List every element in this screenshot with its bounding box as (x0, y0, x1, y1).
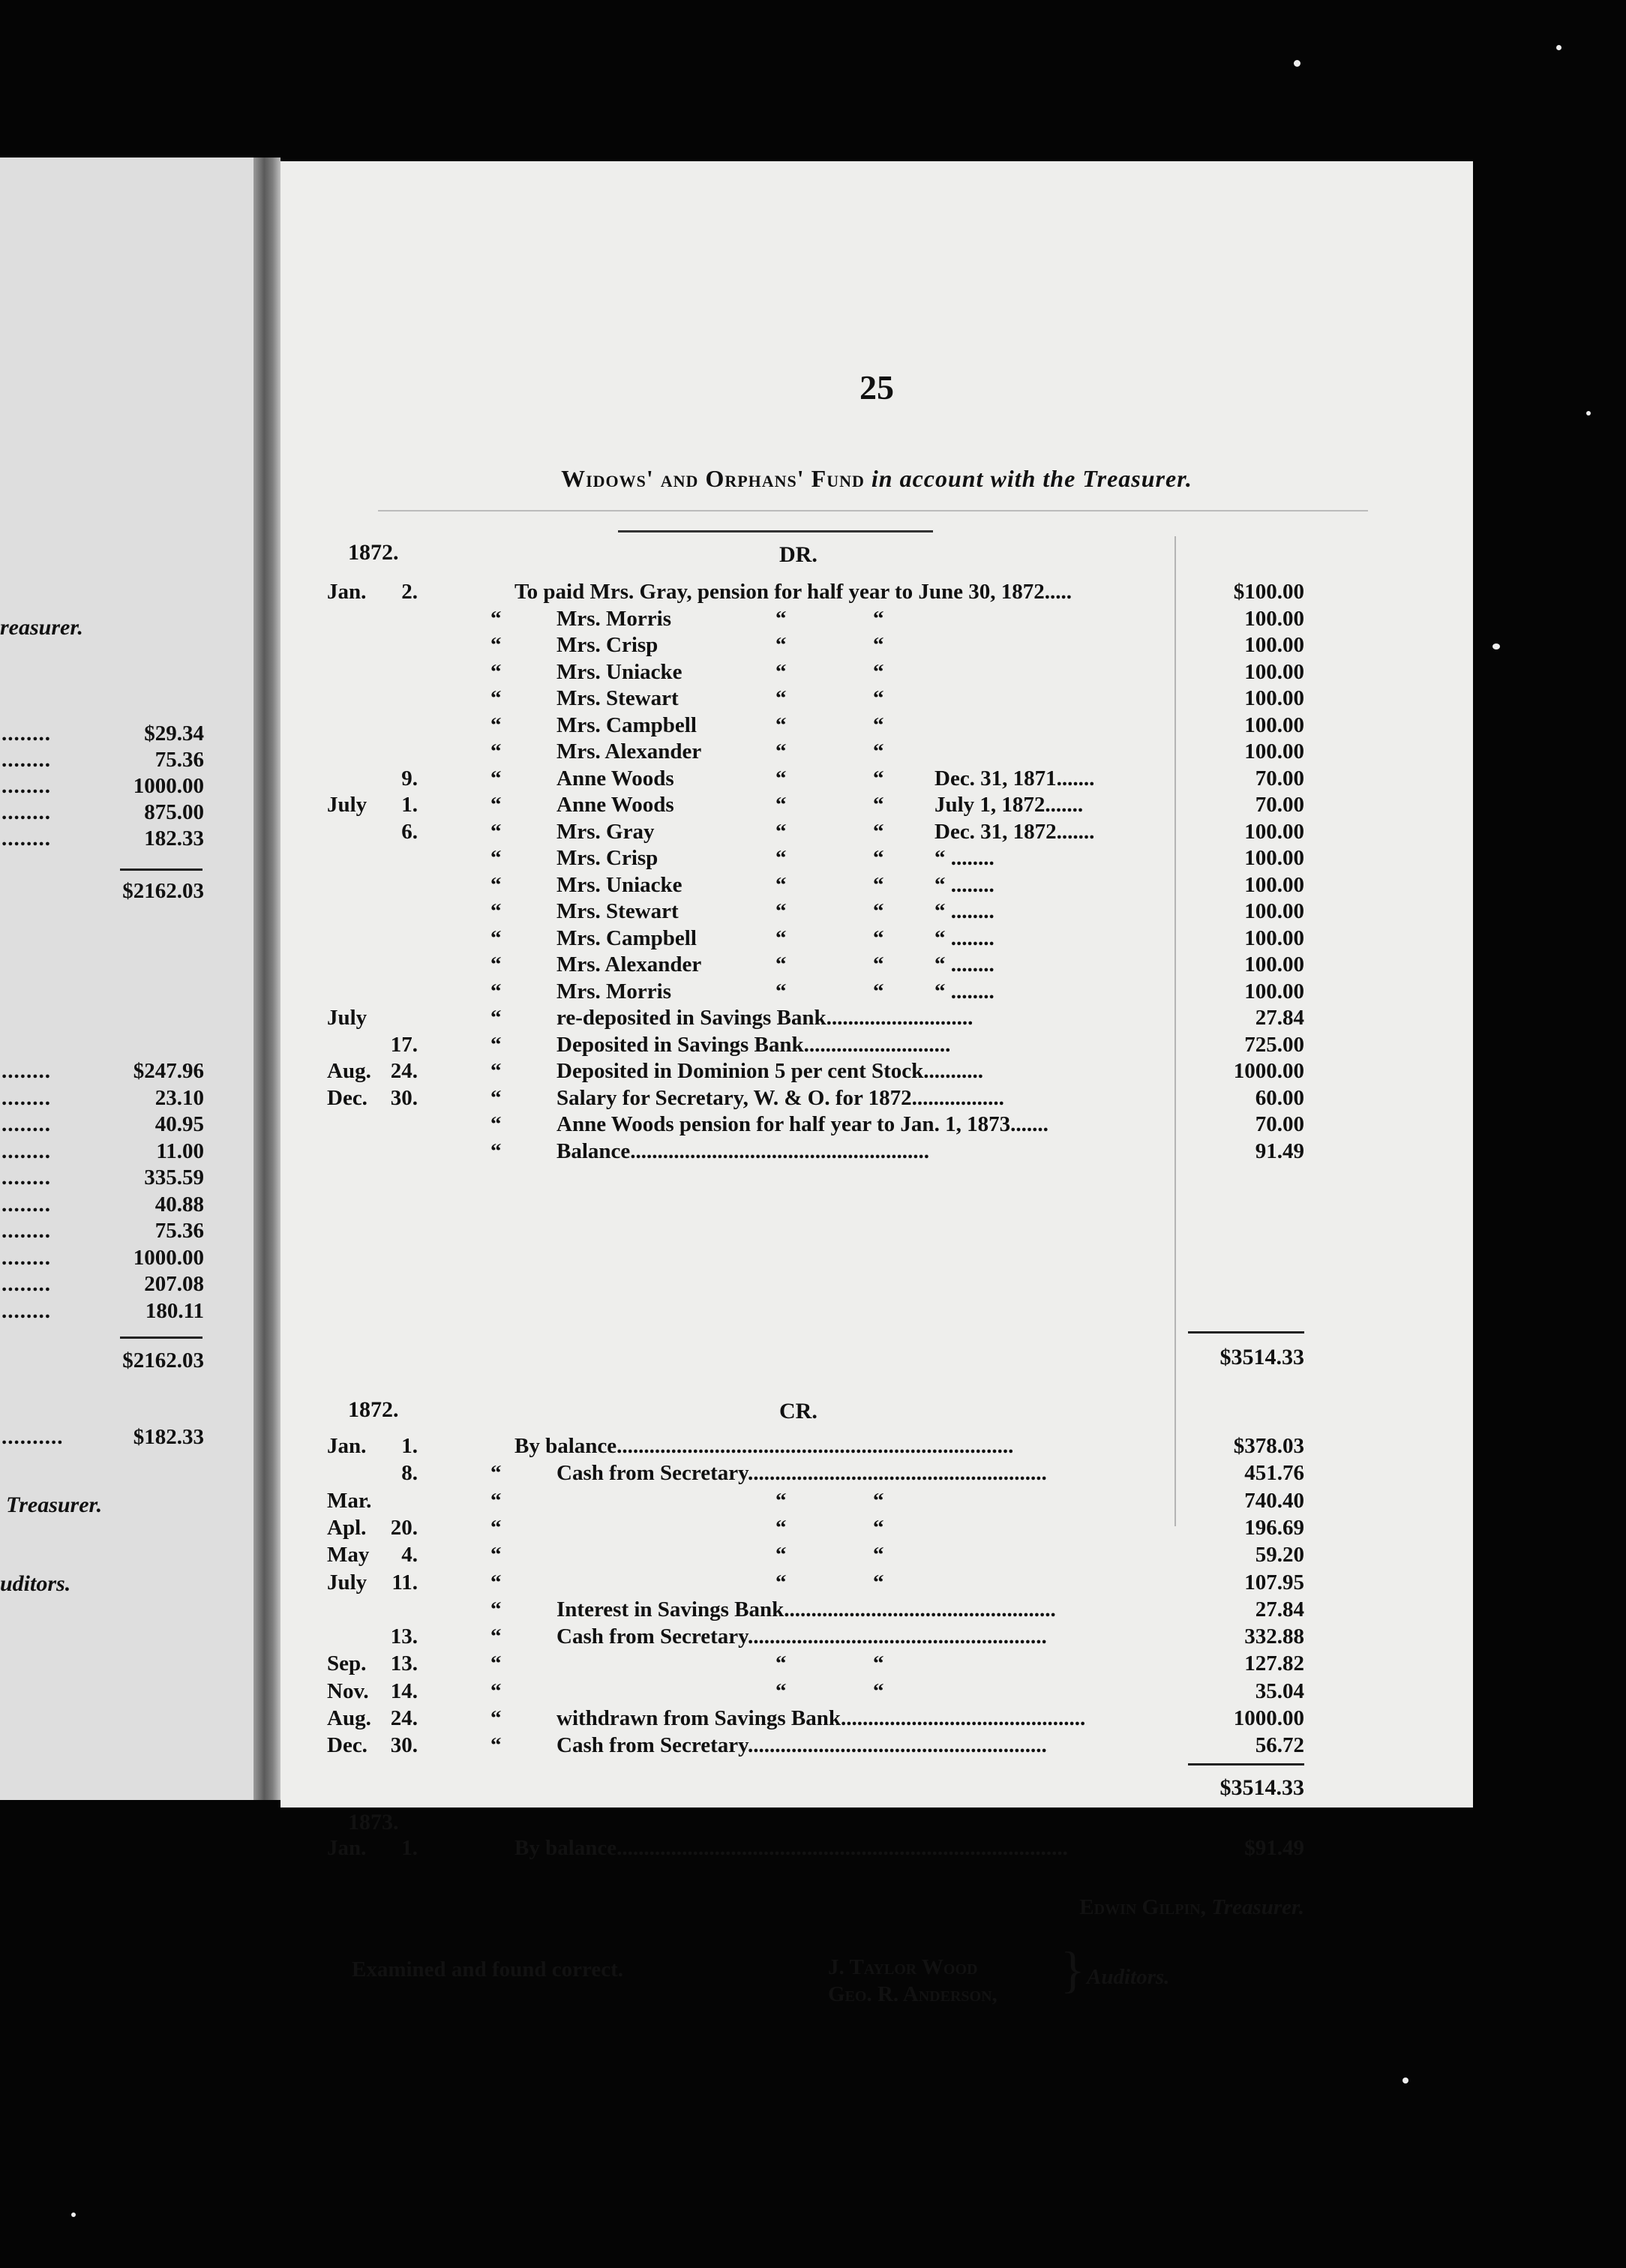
debit-amount: 70.00 (1255, 766, 1304, 790)
credit-month: Jan. (327, 1434, 367, 1458)
debit-row (280, 980, 1473, 1005)
debit-ditto-2: “ (873, 846, 884, 870)
credit-row (280, 1570, 1473, 1596)
debit-name: re-deposited in Savings Bank........................... (556, 1006, 974, 1030)
credit-ditto-2: “ (873, 1488, 884, 1513)
debit-date-note: Dec. 31, 1872....... (934, 819, 1095, 844)
debit-amount: 27.84 (1255, 1006, 1304, 1030)
credit-ditto-1: “ (776, 1570, 787, 1594)
left-total-1: $2162.03 (122, 879, 204, 903)
left-dots: ........ (2, 1219, 51, 1243)
left-dots: ........ (2, 826, 51, 850)
credit-day: 8. (401, 1461, 418, 1486)
credit-row (280, 1679, 1473, 1705)
debit-amount: 100.00 (1244, 633, 1304, 657)
left-amount: 40.95 (154, 1112, 204, 1136)
debit-row (280, 952, 1473, 978)
debit-ditto-mark: “ (490, 952, 502, 976)
credit-ditto-mark: “ (490, 1570, 502, 1594)
credit-day: 1. (401, 1434, 418, 1458)
auditor-name-2: Geo. R. Anderson, (828, 1982, 998, 2006)
left-page (0, 158, 254, 1800)
credit-ditto-mark: “ (490, 1461, 502, 1486)
debit-ditto-mark: “ (490, 899, 502, 923)
credit-row (280, 1489, 1473, 1514)
debit-name: Deposited in Savings Bank........................... (556, 1032, 951, 1057)
treasurer-name: Edwin Gilpin, (1079, 1895, 1206, 1919)
closing-amount: $91.49 (1244, 1836, 1304, 1860)
credit-name: Cash from Secretary....................................................... (556, 1461, 1047, 1486)
auditors-label: Auditors. (1087, 1965, 1170, 1989)
debit-amount: 60.00 (1255, 1085, 1304, 1110)
debit-row (280, 1006, 1473, 1031)
left-dots: ........ (2, 722, 51, 746)
credit-amount: 35.04 (1255, 1678, 1304, 1703)
left-dots: ........ (2, 1085, 51, 1110)
credit-day: 24. (390, 1706, 418, 1730)
credit-row (280, 1706, 1473, 1732)
left-amount: 11.00 (156, 1138, 204, 1163)
debit-name: Mrs. Morris (556, 606, 671, 631)
debit-name: Anne Woods pension for half year to Jan. 1, 1873....... (556, 1112, 1048, 1136)
debit-row (280, 607, 1473, 632)
debit-ditto-mark: “ (490, 766, 502, 790)
debit-amount: 100.00 (1244, 659, 1304, 684)
debit-ditto-mark: “ (490, 819, 502, 844)
left-amount: 40.88 (154, 1192, 204, 1216)
dust-speck (1492, 644, 1500, 650)
debit-name: Deposited in Dominion 5 per cent Stock........... (556, 1059, 984, 1083)
debit-amount: 70.00 (1255, 793, 1304, 817)
debit-ditto-2: “ (873, 712, 884, 737)
examined-statement: Examined and found correct. (352, 1958, 623, 1982)
debit-ditto-2: “ (873, 899, 884, 923)
credit-amount: 59.20 (1255, 1543, 1304, 1568)
debit-amount: 100.00 (1244, 606, 1304, 631)
left-amount: 180.11 (145, 1298, 204, 1323)
left-dots: ........ (2, 774, 51, 798)
debit-sum-rule (1188, 1331, 1304, 1334)
dust-speck (1294, 60, 1300, 67)
left-total-2: $2162.03 (122, 1348, 204, 1372)
credit-month: July (327, 1570, 368, 1594)
debit-amount: $100.00 (1233, 580, 1304, 604)
left-sum-rule-2 (120, 1336, 202, 1339)
credit-total: $3514.33 (1220, 1775, 1304, 1800)
credit-ditto-1: “ (776, 1488, 787, 1513)
closing-row (280, 1836, 1473, 1862)
debit-day: 30. (390, 1085, 418, 1110)
credit-row (280, 1461, 1473, 1486)
credit-day: 20. (390, 1515, 418, 1540)
debit-total: $3514.33 (1220, 1345, 1304, 1370)
credit-day: 30. (390, 1733, 418, 1758)
dust-speck (1556, 45, 1562, 50)
treasurer-signature (1079, 1895, 1304, 1920)
debit-amount: 100.00 (1244, 899, 1304, 923)
debit-row (280, 1086, 1473, 1112)
credit-name: withdrawn from Savings Bank............................................. (556, 1706, 1086, 1730)
debit-name: Mrs. Stewart (556, 899, 679, 923)
credit-ditto-1: “ (776, 1678, 787, 1703)
credit-sum-rule (1188, 1763, 1304, 1766)
left-dots: ........ (2, 1298, 51, 1323)
debit-row (280, 1139, 1473, 1165)
credit-amount: 451.76 (1244, 1461, 1304, 1486)
title-rule (618, 530, 933, 532)
credit-row (280, 1598, 1473, 1623)
debit-ditto-1: “ (776, 793, 787, 817)
debit-amount: 100.00 (1244, 926, 1304, 950)
debit-name: Mrs. Campbell (556, 712, 697, 737)
debit-row (280, 820, 1473, 845)
debit-ditto-mark: “ (490, 926, 502, 950)
debit-ditto-1: “ (776, 952, 787, 976)
credit-row (280, 1516, 1473, 1541)
left-amount: 875.00 (144, 800, 204, 824)
credit-month: Mar. (327, 1488, 372, 1513)
debit-name: Mrs. Campbell (556, 926, 697, 950)
debit-row (280, 660, 1473, 686)
treasurer-title: Treasurer. (1211, 1895, 1304, 1919)
debit-name: Mrs. Alexander (556, 952, 702, 976)
debit-row (280, 633, 1473, 658)
debit-day: 2. (401, 580, 418, 604)
debit-row (280, 846, 1473, 872)
debit-header: DR. (779, 542, 818, 567)
credit-amount: 56.72 (1255, 1733, 1304, 1758)
debit-name: Mrs. Morris (556, 979, 671, 1004)
debit-ditto-2: “ (873, 952, 884, 976)
debit-ditto-1: “ (776, 686, 787, 710)
debit-ditto-1: “ (776, 740, 787, 764)
debit-name: Mrs. Crisp (556, 633, 658, 657)
credit-amount: 127.82 (1244, 1652, 1304, 1676)
credit-ditto-1: “ (776, 1543, 787, 1568)
debit-ditto-mark: “ (490, 1059, 502, 1083)
debit-ditto-2: “ (873, 686, 884, 710)
debit-ditto-1: “ (776, 872, 787, 897)
debit-amount: 91.49 (1255, 1138, 1304, 1163)
credit-ditto-1: “ (776, 1515, 787, 1540)
credit-ditto-2: “ (873, 1652, 884, 1676)
credit-ditto-2: “ (873, 1515, 884, 1540)
debit-name: Mrs. Uniacke (556, 659, 682, 684)
auditor-name-1: J. Taylor Wood (828, 1955, 978, 1979)
page-number: 25 (860, 368, 894, 406)
debit-amount: 725.00 (1244, 1032, 1304, 1057)
debit-amount: 70.00 (1255, 1112, 1304, 1136)
credit-day: 13. (390, 1652, 418, 1676)
credit-year: 1872. (348, 1397, 399, 1422)
credit-ditto-mark: “ (490, 1652, 502, 1676)
debit-ditto-mark: “ (490, 712, 502, 737)
debit-name: Mrs. Alexander (556, 740, 702, 764)
debit-row (280, 899, 1473, 925)
debit-row (280, 793, 1473, 818)
credit-day: 11. (392, 1570, 418, 1594)
debit-ditto-mark: “ (490, 606, 502, 631)
debit-row (280, 873, 1473, 898)
credit-month: Aug. (327, 1706, 371, 1730)
debit-amount: 100.00 (1244, 819, 1304, 844)
left-balance: $182.33 (133, 1425, 204, 1449)
debit-ditto-mark: “ (490, 846, 502, 870)
credit-day: 4. (401, 1543, 418, 1568)
left-amount: $29.34 (144, 722, 204, 746)
debit-row (280, 580, 1473, 605)
debit-name: Salary for Secretary, W. & O. for 1872................. (556, 1085, 1004, 1110)
credit-day: 14. (390, 1678, 418, 1703)
debit-month: Jan. (327, 580, 367, 604)
credit-ditto-mark: “ (490, 1678, 502, 1703)
debit-amount: 100.00 (1244, 686, 1304, 710)
faint-rule (378, 510, 1368, 512)
debit-ditto-mark: “ (490, 740, 502, 764)
debit-date-note: “ ........ (934, 899, 994, 923)
debit-name: Anne Woods (556, 793, 674, 817)
credit-ditto-2: “ (873, 1678, 884, 1703)
credit-name: Cash from Secretary....................................................... (556, 1733, 1047, 1758)
credit-ditto-mark: “ (490, 1515, 502, 1540)
debit-ditto-2: “ (873, 766, 884, 790)
closing-month: Jan. (327, 1836, 367, 1860)
debit-date-note: Dec. 31, 1871....... (934, 766, 1095, 790)
credit-ditto-mark: “ (490, 1543, 502, 1568)
left-dots: ........ (2, 1112, 51, 1136)
debit-ditto-2: “ (873, 979, 884, 1004)
left-auditors-fragment: uditors. (0, 1571, 71, 1596)
debit-ditto-mark: “ (490, 793, 502, 817)
debit-ditto-1: “ (776, 846, 787, 870)
debit-ditto-2: “ (873, 606, 884, 631)
right-page (280, 161, 1473, 2006)
left-amount: 23.10 (154, 1085, 204, 1110)
credit-row (280, 1624, 1473, 1650)
closing-day: 1. (401, 1836, 418, 1860)
left-balance-dots: .......... (2, 1425, 64, 1449)
debit-row (280, 766, 1473, 792)
debit-amount: 100.00 (1244, 979, 1304, 1004)
credit-month: Nov. (327, 1678, 369, 1703)
debit-amount: 100.00 (1244, 712, 1304, 737)
debit-day: 6. (401, 819, 418, 844)
debit-ditto-1: “ (776, 819, 787, 844)
credit-ditto-mark: “ (490, 1733, 502, 1758)
credit-name: Cash from Secretary....................................................... (556, 1624, 1047, 1649)
credit-amount: 1000.00 (1233, 1706, 1304, 1730)
title-fund-name: Widows' and Orphans' Fund (561, 465, 865, 492)
debit-ditto-1: “ (776, 926, 787, 950)
left-amount: 335.59 (144, 1166, 204, 1190)
left-treasurer-fragment: Treasurer. (6, 1492, 103, 1517)
credit-month: Apl. (327, 1515, 367, 1540)
debit-ditto-2: “ (873, 793, 884, 817)
left-amount: $247.96 (133, 1059, 204, 1083)
left-dots: ........ (2, 1059, 51, 1083)
left-amount: 75.36 (154, 1219, 204, 1243)
debit-name: Mrs. Stewart (556, 686, 679, 710)
debit-month: July (327, 1006, 368, 1030)
credit-ditto-2: “ (873, 1570, 884, 1594)
debit-ditto-mark: “ (490, 1138, 502, 1163)
credit-description: By balance......................................................................... (514, 1434, 1014, 1458)
left-dots: ........ (2, 1245, 51, 1270)
debit-ditto-mark: “ (490, 979, 502, 1004)
debit-date-note: “ ........ (934, 926, 994, 950)
left-dots: ........ (2, 748, 51, 772)
debit-ditto-mark: “ (490, 686, 502, 710)
debit-ditto-mark: “ (490, 1006, 502, 1030)
credit-row (280, 1652, 1473, 1677)
dust-speck (1586, 411, 1591, 416)
debit-month: July (327, 793, 368, 817)
debit-ditto-2: “ (873, 819, 884, 844)
credit-ditto-mark: “ (490, 1624, 502, 1649)
debit-day: 9. (401, 766, 418, 790)
debit-day: 1. (401, 793, 418, 817)
debit-row (280, 1059, 1473, 1084)
closing-year: 1873. (348, 1810, 399, 1834)
debit-name: Anne Woods (556, 766, 674, 790)
debit-day: 24. (390, 1059, 418, 1083)
credit-day: 13. (390, 1624, 418, 1649)
debit-ditto-mark: “ (490, 633, 502, 657)
debit-ditto-mark: “ (490, 1032, 502, 1057)
dust-speck (1402, 2078, 1408, 2084)
debit-amount: 100.00 (1244, 740, 1304, 764)
left-amount: 207.08 (144, 1272, 204, 1296)
left-dots: ........ (2, 1138, 51, 1163)
credit-amount: 107.95 (1244, 1570, 1304, 1594)
left-amount: 1000.00 (133, 774, 204, 798)
credit-amount: 27.84 (1255, 1597, 1304, 1622)
debit-ditto-1: “ (776, 899, 787, 923)
debit-ditto-mark: “ (490, 872, 502, 897)
debit-ditto-1: “ (776, 712, 787, 737)
debit-year: 1872. (348, 540, 399, 565)
credit-row (280, 1543, 1473, 1568)
closing-desc: By balance................................................................................... (514, 1836, 1068, 1860)
credit-ditto-mark: “ (490, 1706, 502, 1730)
page-title (280, 465, 1473, 493)
debit-amount: 1000.00 (1233, 1059, 1304, 1083)
credit-month: May (327, 1543, 370, 1568)
debit-ditto-1: “ (776, 633, 787, 657)
credit-name: Interest in Savings Bank.................................................. (556, 1597, 1056, 1622)
left-dots: ........ (2, 1166, 51, 1190)
left-amount: 1000.00 (133, 1245, 204, 1270)
debit-name: Balance....................................................... (556, 1138, 930, 1163)
credit-row (280, 1733, 1473, 1759)
debit-row (280, 686, 1473, 712)
debit-ditto-2: “ (873, 633, 884, 657)
book-gutter (254, 158, 280, 1800)
left-sum-rule-1 (120, 868, 202, 871)
left-amount: 182.33 (144, 826, 204, 850)
debit-date-note: “ ........ (934, 979, 994, 1004)
debit-row (280, 740, 1473, 765)
debit-name: Mrs. Gray (556, 819, 655, 844)
debit-name: Mrs. Uniacke (556, 872, 682, 897)
debit-amount: 100.00 (1244, 846, 1304, 870)
debit-row (280, 1033, 1473, 1058)
debit-date-note: “ ........ (934, 872, 994, 897)
debit-ditto-2: “ (873, 872, 884, 897)
credit-amount: 332.88 (1244, 1624, 1304, 1649)
debit-ditto-1: “ (776, 766, 787, 790)
debit-ditto-mark: “ (490, 1085, 502, 1110)
left-heading-fragment: reasurer. (0, 615, 83, 640)
debit-amount: 100.00 (1244, 872, 1304, 897)
dust-speck (71, 2212, 76, 2217)
credit-month: Sep. (327, 1652, 367, 1676)
debit-ditto-1: “ (776, 659, 787, 684)
title-suffix: in account with the Treasurer. (871, 465, 1192, 492)
debit-ditto-2: “ (873, 740, 884, 764)
debit-month: Dec. (327, 1085, 368, 1110)
debit-ditto-2: “ (873, 659, 884, 684)
left-dots: ........ (2, 1272, 51, 1296)
credit-amount: 196.69 (1244, 1515, 1304, 1540)
left-dots: ........ (2, 800, 51, 824)
debit-row (280, 1112, 1473, 1138)
debit-date-note: “ ........ (934, 846, 994, 870)
debit-month: Aug. (327, 1059, 371, 1083)
credit-ditto-mark: “ (490, 1597, 502, 1622)
credit-month: Dec. (327, 1733, 368, 1758)
debit-description: To paid Mrs. Gray, pension for half year to June 30, 1872..... (514, 580, 1072, 604)
debit-day: 17. (390, 1032, 418, 1057)
credit-header: CR. (779, 1399, 818, 1424)
debit-row (280, 713, 1473, 739)
debit-date-note: “ ........ (934, 952, 994, 976)
debit-name: Mrs. Crisp (556, 846, 658, 870)
debit-ditto-mark: “ (490, 659, 502, 684)
credit-ditto-1: “ (776, 1652, 787, 1676)
debit-ditto-mark: “ (490, 1112, 502, 1136)
debit-amount: 100.00 (1244, 952, 1304, 976)
left-dots: ........ (2, 1192, 51, 1216)
credit-ditto-2: “ (873, 1543, 884, 1568)
credit-row (280, 1434, 1473, 1460)
debit-row (280, 926, 1473, 952)
debit-ditto-2: “ (873, 926, 884, 950)
credit-amount: 740.40 (1244, 1488, 1304, 1513)
debit-date-note: July 1, 1872....... (934, 793, 1084, 817)
credit-amount: $378.03 (1233, 1434, 1304, 1458)
credit-ditto-mark: “ (490, 1488, 502, 1513)
left-amount: 75.36 (154, 748, 204, 772)
debit-ditto-1: “ (776, 979, 787, 1004)
debit-ditto-1: “ (776, 606, 787, 631)
auditors-brace: } (1060, 1941, 1085, 1998)
